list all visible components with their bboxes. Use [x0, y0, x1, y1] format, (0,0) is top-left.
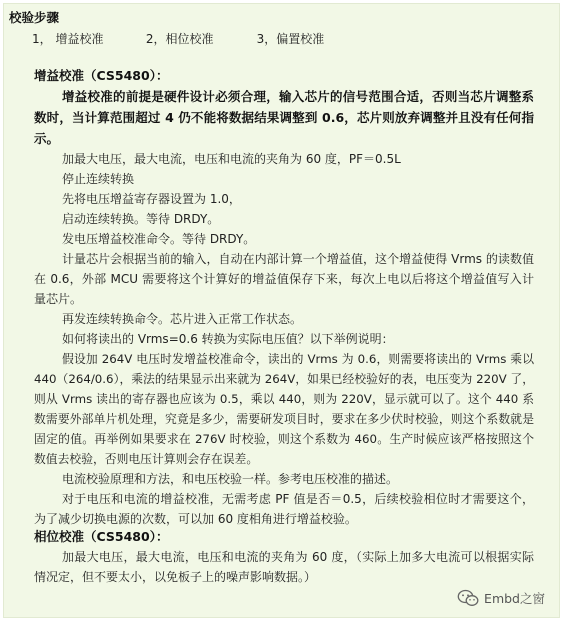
watermark: [457, 589, 545, 607]
gain-section: [34, 66, 534, 529]
document-page: [3, 3, 560, 618]
gain-paragraph: 发电压增益校准命令。等待 DRDY。: [62, 232, 256, 246]
gain-section-title: 增益校准（CS5480）：: [34, 68, 169, 83]
step-1: 1， 增益校准: [32, 32, 104, 46]
phase-section: [34, 527, 534, 587]
gain-paragraph: 计量芯片会根据当前的输入，自动在内部计算一个增益值，这个增益使得 Vrms 的读数值在 0.6，外部 MCU 需要将这个计算好的增益值保存下来，每次上电以后将这个增益值写入计量芯片。: [34, 252, 534, 306]
gain-paragraph: 先将电压增益寄存器设置为 1.0，: [62, 192, 241, 206]
gain-paragraph: 加最大电压，最大电流，电压和电流的夹角为 60 度，PF＝0.5L: [62, 152, 401, 166]
main-heading: 校验步骤: [9, 10, 60, 25]
watermark-text: Embd之窗: [484, 591, 545, 606]
step-3: 3，偏置校准: [256, 32, 325, 46]
step-2: 2，相位校准: [145, 32, 214, 46]
gain-example-paragraph: 假设加 264V 电压时发增益校准命令，读出的 Vrms 为 0.6，则需要将读出的 Vrms 乘以 440（264/0.6），乘法的结果显示出来就为 264V，如果已经校验好的表，电压变为 220V 了，则从 Vrms 读出的寄存器也应该为 0.5，乘以 440，则为 220V，显示就可以了。这个 440 系数需要外部单片机处理，究竟是多少，需要研发项目时，要求在多少伏时校验，则这个系数就是固定的值。再举例如果要求在 276V 时校验，则这个系数为 460。生产时候应该严格按照这个数值去校验，否则电压计算则会存在误差。: [34, 352, 534, 466]
gain-paragraph: 再发连续转换命令。芯片进入正常工作状态。: [62, 312, 303, 326]
phase-section-title: 相位校准（CS5480）：: [34, 529, 169, 544]
phase-paragraph: 加最大电压，最大电流，电压和电流的夹角为 60 度，（实际上加多大电流可以根据实际情况定，但不要太小，以免板子上的噪声影响数据。）: [34, 550, 534, 584]
gain-paragraph: 电流校验原理和方法，和电压校验一样。参考电压校准的描述。: [62, 472, 399, 486]
gain-paragraph: 停止连续转换: [62, 172, 135, 186]
steps-list: [32, 30, 324, 47]
gain-paragraph: 启动连续转换。等待 DRDY。: [62, 212, 220, 226]
gain-paragraph: 如何将读出的 Vrms=0.6 转换为实际电压值？以下举例说明：: [62, 332, 394, 346]
gain-paragraph: 对于电压和电流的增益校准，无需考虑 PF 值是否＝0.5，后续校验相位时才需要这个，为了减少切换电源的次数，可以加 60 度相角进行增益校验。: [34, 492, 534, 526]
gain-premise-paragraph: 增益校准的前提是硬件设计必须合理，输入芯片的信号范围合适，否则当芯片调整系数时，当计算范围超过 4 仍不能将数据结果调整到 0.6，芯片则放弃调整并且没有任何指示。: [34, 89, 534, 146]
wechat-icon: [457, 589, 479, 607]
